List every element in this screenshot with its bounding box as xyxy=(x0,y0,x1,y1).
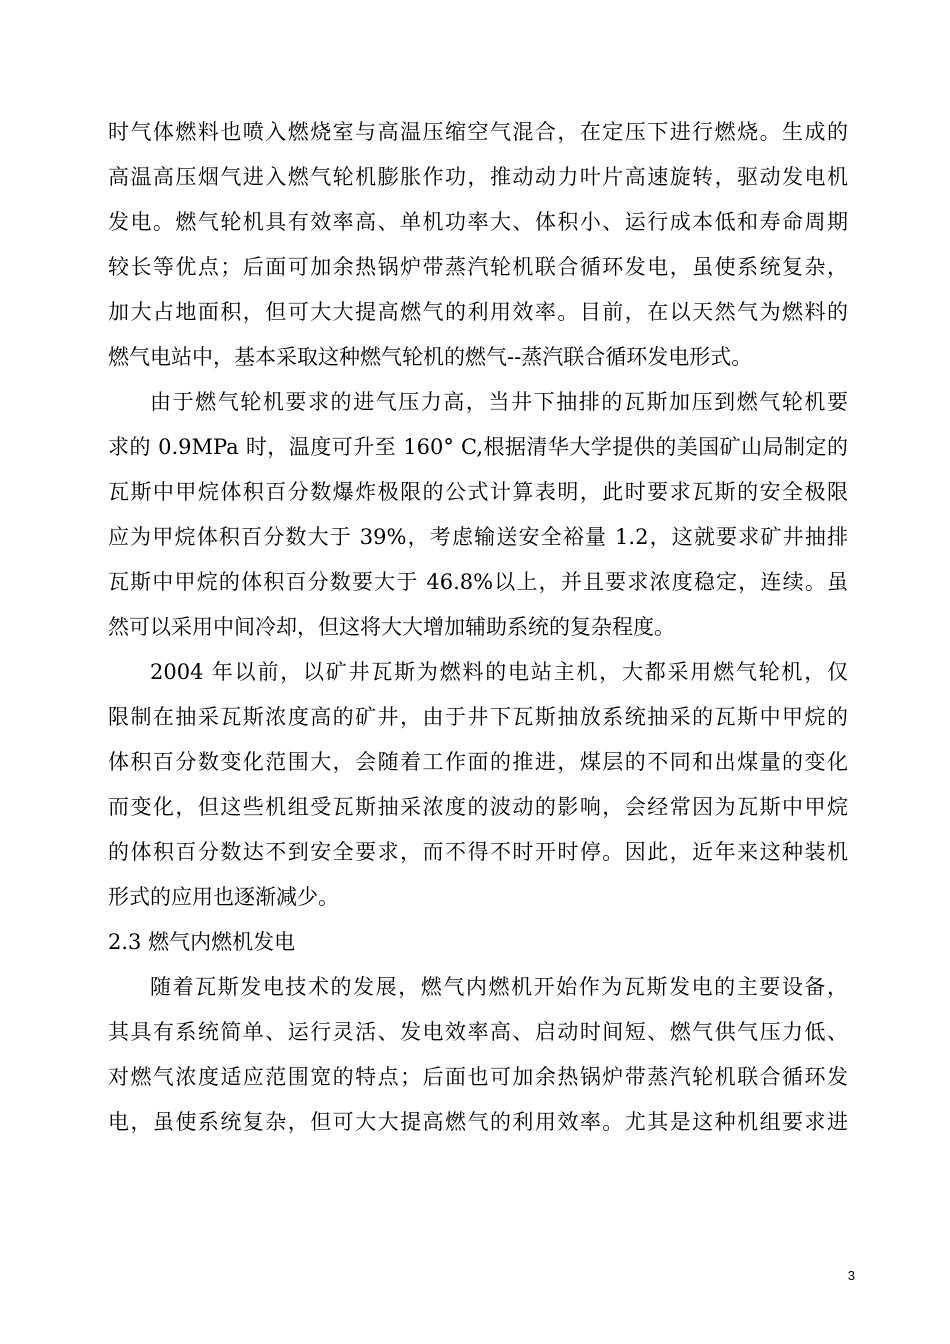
text-line: 由于燃气轮机要求的进气压力高，当井下抽排的瓦斯加压到燃气轮机要 xyxy=(150,390,848,414)
text-line: 时气体燃料也喷入燃烧室与高温压缩空气混合，在定压下进行燃烧。生成的 xyxy=(108,120,848,144)
text-line: 高温高压烟气进入燃气轮机膨胀作功，推动动力叶片高速旋转，驱动发电机 xyxy=(108,165,848,189)
section-heading-2-3 xyxy=(108,920,848,965)
paragraph-gas-turbine-intro xyxy=(108,110,848,380)
page-number: 3 xyxy=(847,1268,855,1283)
text-line: 较长等优点；后面可加余热锅炉带蒸汽轮机联合循环发电，虽使系统复杂， xyxy=(108,255,848,279)
text-line: 体积百分数变化范围大，会随着工作面的推进，煤层的不同和出煤量的变化 xyxy=(108,750,848,774)
text-line: 电，虽使系统复杂，但可大大提高燃气的利用效率。尤其是这种机组要求进 xyxy=(108,1110,848,1134)
text-line: 瓦斯中甲烷体积百分数爆炸极限的公式计算表明，此时要求瓦斯的安全极限 xyxy=(108,480,848,504)
text-line: 随着瓦斯发电技术的发展，燃气内燃机开始作为瓦斯发电的主要设备， xyxy=(150,975,848,999)
text-line: 应为甲烷体积百分数大于 39%，考虑输送安全裕量 1.2，这就要求矿井抽排 xyxy=(108,525,848,549)
text-line: 2004 年以前，以矿井瓦斯为燃料的电站主机，大都采用燃气轮机，仅 xyxy=(150,660,848,684)
text-line: 对燃气浓度适应范围宽的特点；后面也可加余热锅炉带蒸汽轮机联合循环发 xyxy=(108,1065,848,1089)
paragraph-internal-combustion xyxy=(108,965,848,1145)
text-line: 形式的应用也逐渐减少。 xyxy=(108,885,339,909)
text-line: 加大占地面积，但可大大提高燃气的利用效率。目前，在以天然气为燃料的 xyxy=(108,300,848,324)
paragraph-before-2004 xyxy=(108,650,848,920)
body-text xyxy=(108,110,848,1145)
text-line: 燃气电站中，基本采取这种燃气轮机的燃气--蒸汽联合循环发电形式。 xyxy=(108,345,753,369)
text-line: 而变化，但这些机组受瓦斯抽采浓度的波动的影响，会经常因为瓦斯中甲烷 xyxy=(108,795,848,819)
text-line: 然可以采用中间冷却，但这将大大增加辅助系统的复杂程度。 xyxy=(108,615,675,639)
text-line: 其具有系统简单、运行灵活、发电效率高、启动时间短、燃气供气压力低、 xyxy=(108,1020,848,1044)
text-line: 限制在抽采瓦斯浓度高的矿井，由于井下瓦斯抽放系统抽采的瓦斯中甲烷的 xyxy=(108,705,848,729)
text-line: 2.3 燃气内燃机发电 xyxy=(108,930,296,954)
text-line: 瓦斯中甲烷的体积百分数要大于 46.8%以上，并且要求浓度稳定，连续。虽 xyxy=(108,570,848,594)
paragraph-inlet-pressure xyxy=(108,380,848,650)
text-line: 的体积百分数达不到安全要求，而不得不时开时停。因此，近年来这种装机 xyxy=(108,840,848,864)
text-line: 发电。燃气轮机具有效率高、单机功率大、体积小、运行成本低和寿命周期 xyxy=(108,210,848,234)
text-line: 求的 0.9MPa 时，温度可升至 160° C,根据清华大学提供的美国矿山局制定的 xyxy=(108,435,848,459)
